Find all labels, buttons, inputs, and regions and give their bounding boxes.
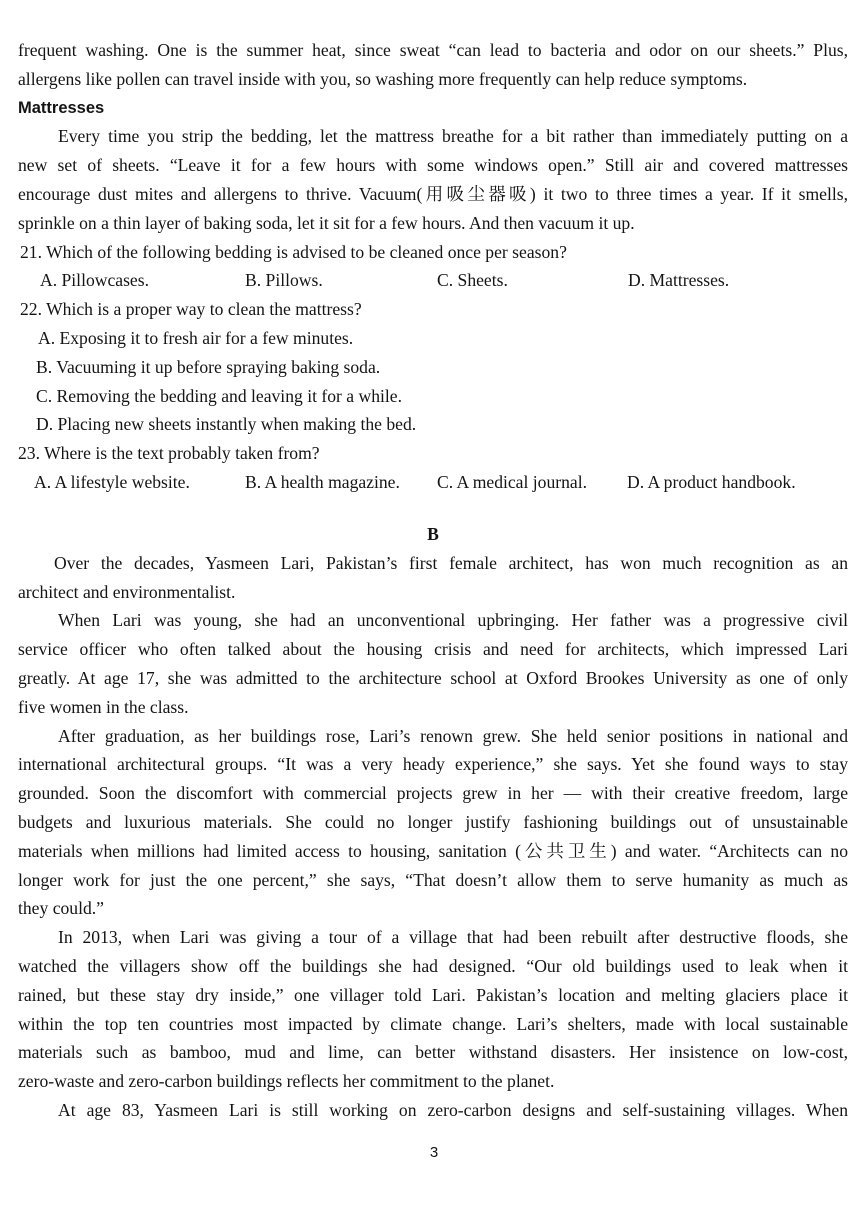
question-23-stem: 23. Where is the text probably taken from? [18, 443, 320, 464]
mattresses-line-1: Every time you strip the bedding, let the mattress breathe for a bit rather than immediately putting on a [58, 126, 848, 147]
question-23-option-c: C. A medical journal. [437, 471, 588, 492]
paragraph-line: Over the decades, Yasmeen Lari, Pakistan’s first female architect, has won much recognition as an [54, 552, 848, 573]
paragraph-line: five women in the class. [18, 696, 189, 717]
question-22-option-d: D. Placing new sheets instantly when making the bed. [36, 414, 417, 435]
paragraph-line: within the top ten countries most impacted by climate change. Lari’s shelters, made with local sustainable [18, 1013, 848, 1034]
question-21-option-d: D. Mattresses. [628, 270, 730, 291]
paragraph-line: budgets and luxurious materials. She could no longer justify fashioning buildings out of unsustainable [18, 811, 848, 832]
paragraph-line: rained, but these stay dry inside,” one villager told Lari. Pakistan’s location and melting glaciers place it [18, 984, 848, 1005]
paragraph-line: materials when millions had limited access to housing, sanitation (公共卫生) and water. “Architects can no [18, 840, 848, 861]
section-b-paragraph-3 [18, 722, 848, 924]
exam-page [18, 36, 848, 1125]
paragraph-line: service officer who often talked about the housing crisis and need for architects, which impressed Lari [18, 639, 848, 660]
intro-line-2: allergens like pollen can travel inside with you, so washing more frequently can help reduce symptoms. [18, 68, 748, 89]
section-b-paragraph-5 [18, 1096, 848, 1125]
section-b-paragraph-4 [18, 923, 848, 1096]
question-23-option-b: B. A health magazine. [245, 471, 400, 492]
question-21-option-a: A. Pillowcases. [40, 270, 149, 291]
paragraph-line: architect and environmentalist. [18, 581, 236, 602]
question-22-option-a: A. Exposing it to fresh air for a few minutes. [38, 327, 354, 348]
paragraph-line: greatly. At age 17, she was admitted to the architecture school at Oxford Brookes University as one of only [18, 667, 848, 688]
mattresses-heading: Mattresses [18, 98, 105, 117]
question-23-option-d: D. A product handbook. [627, 471, 796, 492]
paragraph-line: materials such as bamboo, mud and lime, can better withstand disasters. Her insistence on low-cost, [18, 1042, 848, 1063]
paragraph-line: they could.” [18, 898, 104, 919]
paragraph-line: After graduation, as her buildings rose, Lari’s renown grew. She held senior positions in national and [58, 725, 848, 746]
section-b-paragraph-1 [18, 549, 848, 607]
question-22-option-c: C. Removing the bedding and leaving it for a while. [36, 385, 402, 406]
paragraph-line: longer work for just the one percent,” she says, “That doesn’t allow them to serve humanity as much as [18, 869, 848, 890]
paragraph-line: When Lari was young, she had an unconventional upbringing. Her father was a progressive civil [58, 610, 848, 631]
mattresses-line-3: encourage dust mites and allergens to thrive. Vacuum(用吸尘器吸) it two to three times a year. If it smells, [18, 183, 848, 204]
question-22-stem: 22. Which is a proper way to clean the mattress? [20, 299, 362, 320]
intro-line-1: frequent washing. One is the summer heat, since sweat “can lead to bacteria and odor on our sheets.” Plus, [18, 40, 848, 60]
paragraph-line: At age 83, Yasmeen Lari is still working on zero-carbon designs and self-sustaining villages. When [58, 1099, 848, 1120]
section-b-heading: B [427, 523, 439, 544]
question-21-options [18, 266, 848, 295]
question-21-option-b: B. Pillows. [245, 270, 323, 291]
question-21-stem: 21. Which of the following bedding is advised to be cleaned once per season? [20, 241, 567, 262]
paragraph-line: grounded. Soon the discomfort with commercial projects grew in her — with their creative freedom, large [18, 783, 848, 804]
section-b-paragraph-2 [18, 606, 848, 721]
mattresses-line-2: new set of sheets. “Leave it for a few hours with some windows open.” Still air and covered mattresses [18, 155, 848, 176]
question-22-option-b: B. Vacuuming it up before spraying baking soda. [36, 356, 381, 377]
page-number: 3 [429, 1144, 439, 1161]
paragraph-line: zero-waste and zero-carbon buildings reflects her commitment to the planet. [18, 1071, 555, 1092]
question-23-option-a: A. A lifestyle website. [34, 471, 190, 492]
paragraph-line: In 2013, when Lari was giving a tour of a village that had been rebuilt after destructive floods, she [58, 927, 848, 948]
question-21-option-c: C. Sheets. [437, 270, 508, 291]
mattresses-line-4: sprinkle on a thin layer of baking soda, let it sit for a few hours. And then vacuum it up. [18, 212, 635, 233]
paragraph-line: international architectural groups. “It was a very heady experience,” she says. Yet she found ways to stay [18, 754, 848, 775]
paragraph-line: watched the villagers show off the buildings she had designed. “Our old buildings used to leak when it [18, 955, 848, 976]
question-23-options [18, 468, 848, 497]
